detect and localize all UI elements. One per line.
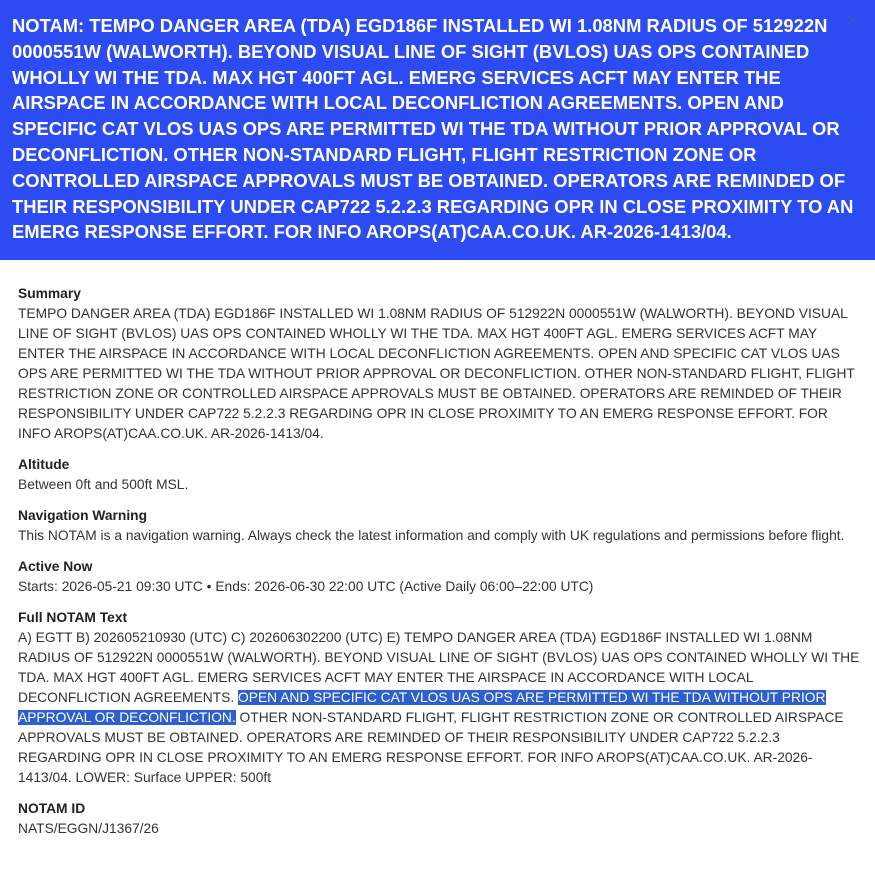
- summary-text: TEMPO DANGER AREA (TDA) EGD186F INSTALLED WI 1.08NM RADIUS OF 512922N 0000551W (WALWORTH). BEYOND VISUAL LINE OF SIGHT (BVLOS) UAS OPS CONTAINED WHOLLY WI THE TDA. MAX HGT 400FT AGL. EMERG SERVICES ACFT MAY ENTER THE AIRSPACE IN ACCORDANCE WITH LOCAL DECONFLICTION AGREEMENTS. OPEN AND SPECIFIC CAT VLOS UAS OPS ARE PERMITTED WI THE TDA WITHOUT PRIOR APPROVAL OR DECONFLICTION. OTHER NON-STANDARD FLIGHT, FLIGHT RESTRICTION ZONE OR CONTROLLED AIRSPACE APPROVALS MUST BE OBTAINED. OPERATORS ARE REMINDED OF THEIR RESPONSIBILITY UNDER CAP722 5.2.2.3 REGARDING OPR IN CLOSE PROXIMITY TO AN EMERG RESPONSE EFFORT. FOR INFO AROPS(AT)CAA.CO.UK. AR-2026-1413/04.: [18, 306, 855, 441]
- selected-text-highlight: OPEN AND SPECIFIC CAT VLOS UAS OPS ARE PERMITTED WI THE TDA WITHOUT PRIOR APPROVAL OR DECONFLICTION.: [18, 690, 826, 725]
- banner-text: NOTAM: TEMPO DANGER AREA (TDA) EGD186F INSTALLED WI 1.08NM RADIUS OF 512922N 0000551W (WALWORTH). BEYOND VISUAL LINE OF SIGHT (BVLOS) UAS OPS CONTAINED WHOLLY WI THE TDA. MAX HGT 400FT AGL. EMERG SERVICES ACFT MAY ENTER THE AIRSPACE IN ACCORDANCE WITH LOCAL DECONFLICTION AGREEMENTS. OPEN AND SPECIFIC CAT VLOS UAS OPS ARE PERMITTED WI THE TDA WITHOUT PRIOR APPROVAL OR DECONFLICTION. OTHER NON-STANDARD FLIGHT, FLIGHT RESTRICTION ZONE OR CONTROLLED AIRSPACE APPROVALS MUST BE OBTAINED. OPERATORS ARE REMINDED OF THEIR RESPONSIBILITY UNDER CAP722 5.2.2.3 REGARDING OPR IN CLOSE PROXIMITY TO AN EMERG RESPONSE EFFORT. FOR INFO AROPS(AT)CAA.CO.UK. AR-2026-1413/04.: [12, 15, 854, 243]
- full-notam-title: Full NOTAM Text: [18, 610, 128, 625]
- notam-details: [18, 284, 860, 850]
- summary-section: [18, 284, 860, 444]
- active-now-section: [18, 557, 860, 597]
- active-now-title: Active Now: [18, 559, 93, 574]
- full-notam-text-before: A) EGTT B) 202605210930 (UTC) C) 202606302200 (UTC) E) TEMPO DANGER AREA (TDA) EGD186F INSTALLED WI 1.08NM RADIUS OF 512922N 0000551W (WALWORTH). BEYOND VISUAL LINE OF SIGHT (BVLOS) UAS OPS CONTAINED WHOLLY WI THE TDA. MAX HGT 400FT AGL. EMERG SERVICES ACFT MAY ENTER THE AIRSPACE IN ACCORDANCE WITH LOCAL DECONFLICTION AGREEMENTS.: [18, 630, 860, 705]
- notam-id-title: NOTAM ID: [18, 801, 86, 816]
- notam-banner: [0, 0, 875, 260]
- altitude-title: Altitude: [18, 457, 70, 472]
- summary-title: Summary: [18, 286, 81, 301]
- notam-id-value: NATS/EGGN/J1367/26: [18, 821, 159, 836]
- altitude-text: Between 0ft and 500ft MSL.: [18, 477, 189, 492]
- full-notam-section: [18, 608, 860, 788]
- navigation-warning-text: This NOTAM is a navigation warning. Always check the latest information and comply with UK regulations and permissions before flight.: [18, 528, 845, 543]
- full-notam-text[interactable]: [18, 628, 860, 788]
- altitude-section: [18, 455, 860, 495]
- navigation-warning-section: [18, 506, 860, 546]
- navigation-warning-title: Navigation Warning: [18, 508, 148, 523]
- full-notam-text-after: OTHER NON-STANDARD FLIGHT, FLIGHT RESTRICTION ZONE OR CONTROLLED AIRSPACE APPROVALS MUST BE OBTAINED. OPERATORS ARE REMINDED OF THEIR RESPONSIBILITY UNDER CAP722 5.2.2.3 REGARDING OPR IN CLOSE PROXIMITY TO AN EMERG RESPONSE EFFORT. FOR INFO AROPS(AT)CAA.CO.UK. AR-2026-1413/04. LOWER: Surface UPPER: 500ft: [18, 710, 844, 785]
- active-now-text: Starts: 2026-05-21 09:30 UTC • Ends: 2026-06-30 22:00 UTC (Active Daily 06:00–22:00 UTC): [18, 579, 594, 594]
- notam-id-section: [18, 799, 860, 839]
- close-icon[interactable]: ×: [845, 9, 861, 30]
